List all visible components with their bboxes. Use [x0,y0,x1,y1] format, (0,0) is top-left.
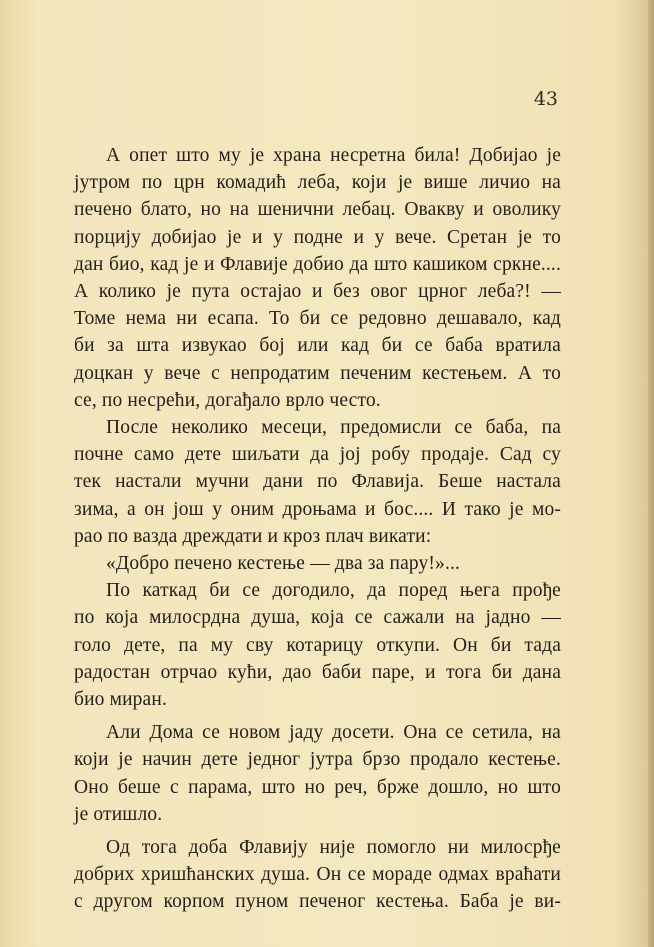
text-line: јутром по црн комадић леба, који је више личио на [74,172,561,194]
text-line: зима, а он још у оним дроњама и бос.... И тако је мо- [74,498,561,520]
text-line: је отишло. [74,803,163,825]
text-line: Томе нема ни есапа. То би се редовно дешавало, кад [74,308,561,330]
text-line: По каткад би се догодило, да поред њега прође [106,580,561,602]
text-line: дан био, кад је и Флавије добио да што кашиком сркне.... [74,253,561,275]
body-text [74,142,561,916]
text-line: био миран. [74,689,167,711]
text-line: радостан отрчао кући, дао баби паре, и тога би дана [74,661,561,683]
text-line: доцкан у вече с непродатим печеним кестењем. А то [74,362,561,384]
text-line: добрих хришћанских душа. Он се мораде одмах враћати [74,864,561,886]
text-line: Али Дома се новом јаду досети. Она се сетила, на [106,722,561,744]
text-line: тек настали мучни дани по Флавија. Беше настала [74,471,561,493]
page-edge-shadow [648,0,654,947]
text-line: који је начин дете једног јутра брзо продало кестење. [74,749,561,771]
text-line: с другом корпом пуном печеног кестења. Баба је ви- [74,891,561,913]
page-number: 43 [533,88,558,110]
text-line: А опет што му је храна несретна била! Добијао је [106,145,561,166]
text-line: по која милосрдна душа, која се сажали на јадно — [74,607,561,629]
text-line: се, по несрећи, догађало врло често. [74,389,381,411]
text-line: почне само дете шиљати да јој робу продаје. Сад су [74,444,561,466]
text-line: А колико је пута остајао и без овог црног леба?! — [74,281,561,303]
text-line: Оно беше с парама, што но реч, брже дошло, но што [74,776,561,798]
text-line: печено блато, но на шенични лебац. Овакву и оволику [74,199,561,221]
text-line: рао по вазда дреждати и кроз плач викати: [74,525,432,547]
text-line: би за шта извукао бој или кад би се баба вратила [74,335,561,357]
text-line: Од тога доба Флавију није помогло ни милосрђе [106,837,561,859]
text-line: голо дете, па му сву котарицу откупи. Он би тада [74,634,561,656]
quote-line: «Добро печено кестење — два за пару!»... [106,553,461,575]
text-line: порцију добијао је и у подне и у вече. Сретан је то [74,226,561,248]
text-line: После неколико месеци, предомисли се баба, па [106,417,561,439]
